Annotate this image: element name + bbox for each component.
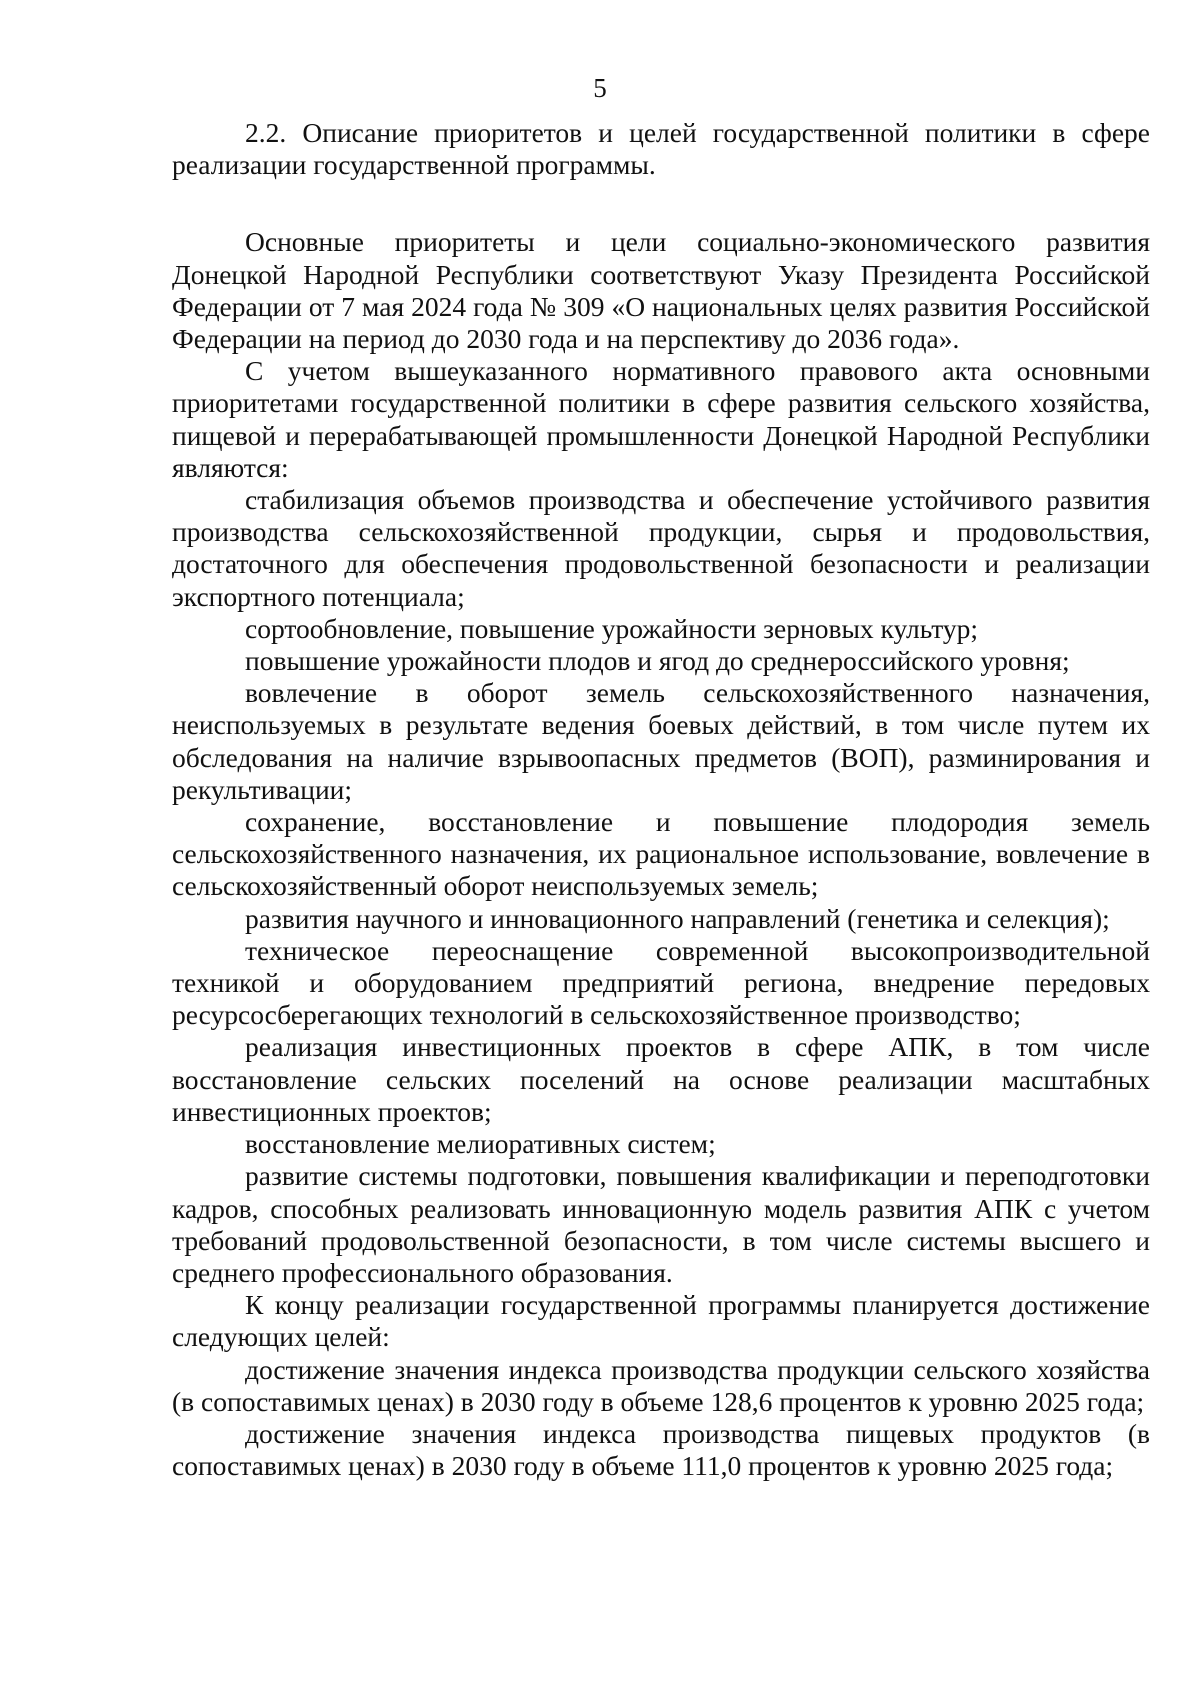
list-item-personnel-training: развитие системы подготовки, повышения квалификации и переподготовки кадров, способных реализовать инновационную модель развития АПК с учетом требований продовольственной безопасности, в том числе системы высшего и среднего профессионального образования. — [172, 1160, 1150, 1288]
document-body — [172, 117, 1150, 1482]
list-item-production-stabilization: стабилизация объемов производства и обеспечение устойчивого развития производства сельскохозяйственной продукции, сырья и продовольствия, достаточного для обеспечения продовольственной безопасности и реализации экспортного потенциала; — [172, 484, 1150, 612]
section-heading: 2.2. Описание приоритетов и целей государственной политики в сфере реализации государственной программы. — [172, 117, 1150, 181]
paragraph-goals-intro: К концу реализации государственной программы планируется достижение следующих целей: — [172, 1289, 1150, 1353]
goal-agricultural-index: достижение значения индекса производства продукции сельского хозяйства (в сопоставимых ценах) в 2030 году в объеме 128,6 процентов к уровню 2025 года; — [172, 1353, 1150, 1417]
list-item-soil-fertility: сохранение, восстановление и повышение плодородия земель сельскохозяйственного назначения, их рациональное использование, вовлечение в сельскохозяйственный оборот неиспользуемых земель; — [172, 806, 1150, 902]
list-item-grain-yield: сортообновление, повышение урожайности зерновых культур; — [245, 612, 979, 644]
list-item-fruit-yield: повышение урожайности плодов и ягод до среднероссийского уровня; — [245, 645, 1070, 677]
list-item-melioration: восстановление мелиоративных систем; — [245, 1128, 716, 1160]
list-item-land-involvement: вовлечение в оборот земель сельскохозяйственного назначения, неиспользуемых в результате ведения боевых действий, в том числе путем их обследования на наличие взрывоопасных предметов (ВОП), разминирования и рекультивации; — [172, 677, 1150, 805]
list-item-science-innovation: развития научного и инновационного направлений (генетика и селекция); — [245, 902, 1110, 934]
paragraph-national-goals: Основные приоритеты и цели социально-экономического развития Донецкой Народной Республики соответствуют Указу Президента Российской Федерации от 7 мая 2024 года № 309 «О национальных целях развития Российской Федерации на период до 2030 года и на перспективу до 2036 года». — [172, 226, 1150, 355]
page-number: 5 — [593, 73, 607, 103]
list-item-technical-reequipment: техническое переоснащение современной высокопроизводительной техникой и оборудованием предприятий региона, внедрение передовых ресурсосберегающих технологий в сельскохозяйственное производство; — [172, 934, 1150, 1031]
paragraph-priorities-intro: С учетом вышеуказанного нормативного правового акта основными приоритетами государственной политики в сфере развития сельского хозяйства, пищевой и перерабатывающей промышленности Донецкой Народной Республики являются: — [172, 355, 1150, 483]
list-item-investment-projects: реализация инвестиционных проектов в сфере АПК, в том числе восстановление сельских поселений на основе реализации масштабных инвестиционных проектов; — [172, 1031, 1150, 1127]
goal-food-products-index: достижение значения индекса производства пищевых продуктов (в сопоставимых ценах) в 2030 году в объеме 111,0 процентов к уровню 2025 года; — [172, 1417, 1150, 1482]
